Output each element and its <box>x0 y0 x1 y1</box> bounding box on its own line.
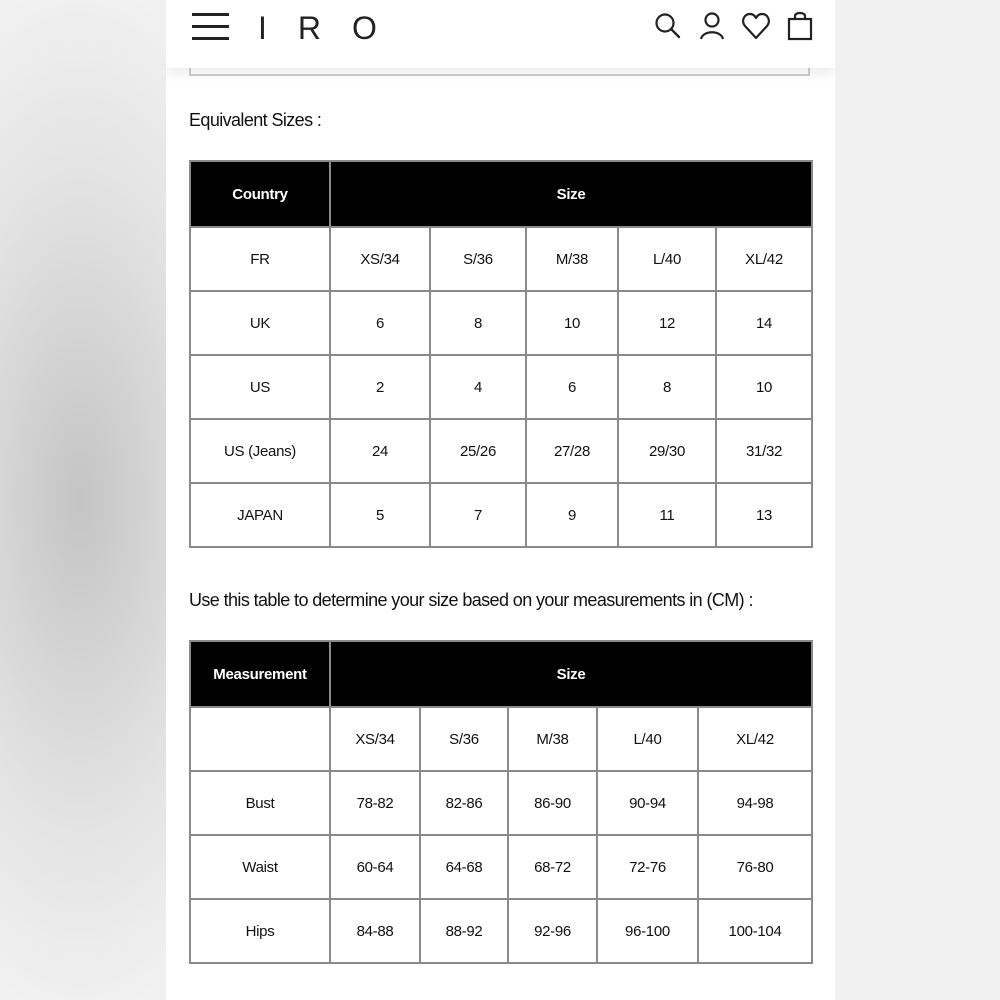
bag-icon[interactable] <box>785 10 815 42</box>
size-value-cell: 25/26 <box>430 419 526 483</box>
size-value-cell: 7 <box>430 483 526 547</box>
row-label-cell: FR <box>190 227 330 291</box>
size-value-cell: 76-80 <box>698 835 812 899</box>
equivalent-sizes-table <box>189 160 813 548</box>
row-label-cell: UK <box>190 291 330 355</box>
table-row <box>190 291 812 355</box>
table-row <box>190 227 812 291</box>
size-value-cell: 8 <box>618 355 716 419</box>
table-row <box>190 355 812 419</box>
size-value-cell: 100-104 <box>698 899 812 963</box>
size-value-cell: 72-76 <box>597 835 698 899</box>
size-value-cell: 60-64 <box>330 835 420 899</box>
size-value-cell: 4 <box>430 355 526 419</box>
size-value-cell: 9 <box>526 483 618 547</box>
size-guide-page <box>166 0 835 1000</box>
size-value-cell: 12 <box>618 291 716 355</box>
size-value-cell: XS/34 <box>330 707 420 771</box>
size-value-cell: 11 <box>618 483 716 547</box>
size-value-cell: S/36 <box>420 707 508 771</box>
size-value-cell: 64-68 <box>420 835 508 899</box>
row-label-cell <box>190 707 330 771</box>
size-value-cell: M/38 <box>508 707 597 771</box>
size-value-cell: 8 <box>430 291 526 355</box>
size-value-cell: 68-72 <box>508 835 597 899</box>
size-value-cell: XL/42 <box>716 227 812 291</box>
table-row <box>190 771 812 835</box>
size-value-cell: 84-88 <box>330 899 420 963</box>
search-icon[interactable] <box>653 10 683 42</box>
size-value-cell: 6 <box>330 291 430 355</box>
size-value-cell: 31/32 <box>716 419 812 483</box>
size-value-cell: L/40 <box>597 707 698 771</box>
size-value-cell: 6 <box>526 355 618 419</box>
size-value-cell: 78-82 <box>330 771 420 835</box>
size-value-cell: 94-98 <box>698 771 812 835</box>
size-value-cell: M/38 <box>526 227 618 291</box>
table-row <box>190 835 812 899</box>
size-value-cell: S/36 <box>430 227 526 291</box>
table-row <box>190 419 812 483</box>
size-value-cell: 14 <box>716 291 812 355</box>
row-label-cell: Bust <box>190 771 330 835</box>
size-value-cell: 10 <box>716 355 812 419</box>
measurement-column-header: Measurement <box>190 641 330 707</box>
size-value-cell: 2 <box>330 355 430 419</box>
size-value-cell: 86-90 <box>508 771 597 835</box>
measurements-body <box>190 707 812 963</box>
size-value-cell: 88-92 <box>420 899 508 963</box>
size-value-cell: 92-96 <box>508 899 597 963</box>
size-value-cell: 10 <box>526 291 618 355</box>
size-value-cell: 96-100 <box>597 899 698 963</box>
account-icon[interactable] <box>697 10 727 42</box>
table-row <box>190 483 812 547</box>
row-label-cell: Waist <box>190 835 330 899</box>
size-value-cell: 90-94 <box>597 771 698 835</box>
size-value-cell: 5 <box>330 483 430 547</box>
size-column-header: Size <box>330 161 812 227</box>
equivalent-sizes-heading: Equivalent Sizes : <box>189 110 322 130</box>
heart-icon[interactable] <box>741 10 771 42</box>
size-value-cell: XS/34 <box>330 227 430 291</box>
row-label-cell: US <box>190 355 330 419</box>
size-value-cell: 29/30 <box>618 419 716 483</box>
country-column-header: Country <box>190 161 330 227</box>
row-label-cell: JAPAN <box>190 483 330 547</box>
top-header <box>166 0 835 68</box>
measurements-table <box>189 640 813 964</box>
equivalent-sizes-body <box>190 227 812 547</box>
size-value-cell: L/40 <box>618 227 716 291</box>
menu-icon[interactable] <box>192 12 230 42</box>
size-value-cell: 27/28 <box>526 419 618 483</box>
table-row <box>190 707 812 771</box>
row-label-cell: Hips <box>190 899 330 963</box>
measurements-heading: Use this table to determine your size based on your measurements in (CM) : <box>189 590 753 610</box>
size-value-cell: XL/42 <box>698 707 812 771</box>
table-row <box>190 899 812 963</box>
brand-logo[interactable]: IRO <box>258 10 408 46</box>
size-value-cell: 13 <box>716 483 812 547</box>
size-value-cell: 24 <box>330 419 430 483</box>
row-label-cell: US (Jeans) <box>190 419 330 483</box>
size-value-cell: 82-86 <box>420 771 508 835</box>
size-column-header: Size <box>330 641 812 707</box>
